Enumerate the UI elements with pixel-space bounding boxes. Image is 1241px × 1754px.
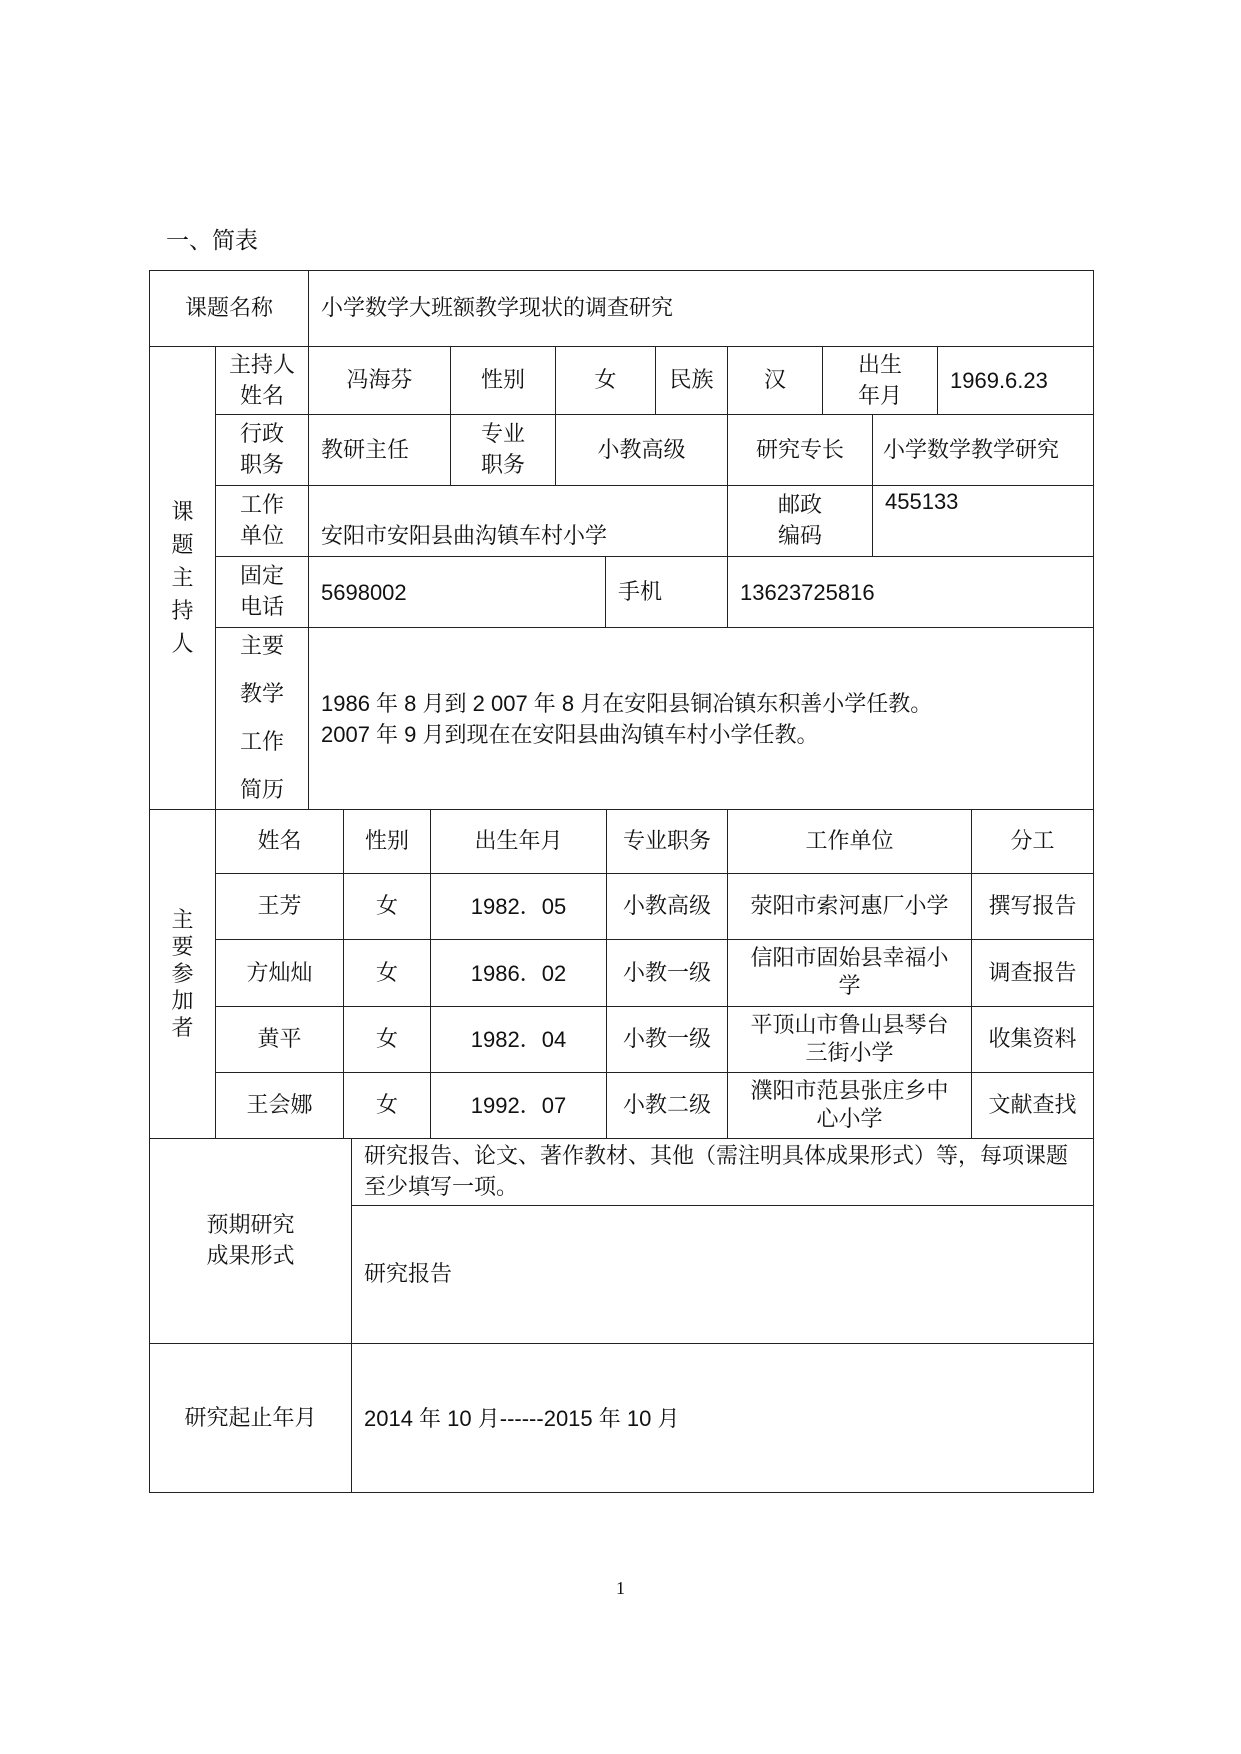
mobile-label: 手机 <box>605 556 728 628</box>
page-number: 1 <box>616 1578 625 1598</box>
participant-birth: 1986．02 <box>430 939 607 1007</box>
section-heading: 一、简表 <box>166 228 258 254</box>
participant-birth: 1992．07 <box>430 1072 607 1139</box>
host-specialty: 小学数学教学研究 <box>872 414 1094 486</box>
participant-title: 小教高级 <box>606 873 728 940</box>
header-unit: 工作单位 <box>727 809 972 874</box>
header-role: 分工 <box>971 809 1094 874</box>
prof-label: 专业 职务 <box>450 414 556 486</box>
participant-role: 收集资料 <box>971 1006 1094 1073</box>
host-name-label: 主持人 姓名 <box>215 346 309 415</box>
participants-section-label: 主 要 参 加 者 <box>149 809 216 1139</box>
host-admin: 教研主任 <box>308 414 451 486</box>
period-label: 研究起止年月 <box>149 1343 352 1493</box>
host-section-label: 课 题 主 持 人 <box>149 346 216 810</box>
header-name: 姓名 <box>215 809 344 874</box>
period-value: 2014 年 10 月------2015 年 10 月 <box>351 1343 1094 1493</box>
participant-unit: 荥阳市索河惠厂小学 <box>727 873 972 940</box>
participant-role: 调查报告 <box>971 939 1094 1007</box>
gender-label: 性别 <box>450 346 556 415</box>
participant-name: 王会娜 <box>215 1072 344 1139</box>
host-work: 安阳市安阳县曲沟镇车村小学 <box>308 485 728 557</box>
participant-gender: 女 <box>343 873 431 940</box>
participant-title: 小教一级 <box>606 939 728 1007</box>
outcome-instruction: 研究报告、论文、著作教材、其他（需注明具体成果形式）等，每项课题 至少填写一项。 <box>351 1138 1094 1206</box>
host-prof: 小教高级 <box>555 414 728 486</box>
ethnicity-label: 民族 <box>655 346 728 415</box>
host-gender: 女 <box>555 346 656 415</box>
postal-label: 邮政 编码 <box>727 485 873 557</box>
host-birth: 1969.6.23 <box>937 346 1094 415</box>
participant-birth: 1982．05 <box>430 873 607 940</box>
birth-label: 出生 年月 <box>822 346 938 415</box>
participant-birth: 1982．04 <box>430 1006 607 1073</box>
outcome-value: 研究报告 <box>351 1205 1094 1344</box>
header-gender: 性别 <box>343 809 431 874</box>
participant-unit: 信阳市固始县幸福小 学 <box>727 939 972 1007</box>
participant-title: 小教一级 <box>606 1006 728 1073</box>
participant-title: 小教二级 <box>606 1072 728 1139</box>
header-birth: 出生年月 <box>430 809 607 874</box>
header-title: 专业职务 <box>606 809 728 874</box>
participant-role: 文献查找 <box>971 1072 1094 1139</box>
participant-gender: 女 <box>343 939 431 1007</box>
participant-name: 黄平 <box>215 1006 344 1073</box>
host-mobile: 13623725816 <box>727 556 1094 628</box>
resume-label: 主要 教学 工作 简历 <box>215 627 309 810</box>
host-postal: 455133 <box>872 485 1094 557</box>
topic-label: 课题名称 <box>149 270 309 347</box>
participant-role: 撰写报告 <box>971 873 1094 940</box>
participant-name: 王芳 <box>215 873 344 940</box>
host-name: 冯海芬 <box>308 346 451 415</box>
outcome-label: 预期研究 成果形式 <box>149 1138 352 1344</box>
phone-label: 固定 电话 <box>215 556 309 628</box>
host-ethnicity: 汉 <box>727 346 823 415</box>
specialty-label: 研究专长 <box>727 414 873 486</box>
work-label: 工作 单位 <box>215 485 309 557</box>
participant-unit: 濮阳市范县张庄乡中 心小学 <box>727 1072 972 1139</box>
participant-name: 方灿灿 <box>215 939 344 1007</box>
participant-gender: 女 <box>343 1072 431 1139</box>
topic-value: 小学数学大班额教学现状的调查研究 <box>308 270 1094 347</box>
participant-gender: 女 <box>343 1006 431 1073</box>
resume-text: 1986 年 8 月到 2 007 年 8 月在安阳县铜冶镇东积善小学任教。 2007 年 9 月到现在在安阳县曲沟镇车村小学任教。 <box>308 627 1094 810</box>
participant-unit: 平顶山市鲁山县琴台 三街小学 <box>727 1006 972 1073</box>
admin-label: 行政 职务 <box>215 414 309 486</box>
host-phone: 5698002 <box>308 556 606 628</box>
